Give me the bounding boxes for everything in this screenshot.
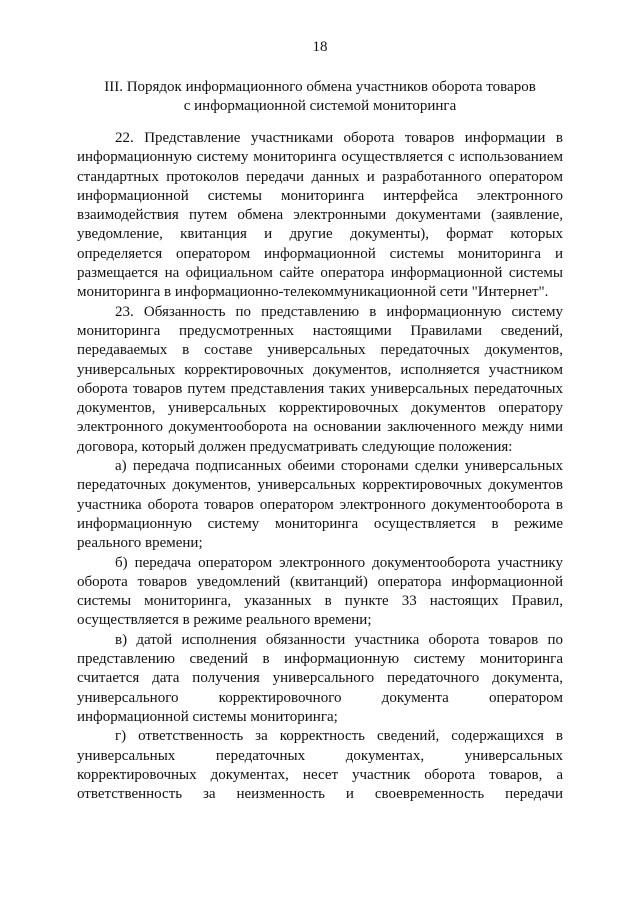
section-title — [77, 78, 563, 116]
paragraph-22: 22. Представление участниками оборота товаров информации в информационную систему мониторинга осуществляется с использованием стандартных протоколов передачи данных и разработанного оператором информационной системы мониторинга интерфейса электронного взаимодействия путем обмена электронными документами (заявление, уведомление, квитанция и другие документы), формат которых определяется оператором информационной системы мониторинга и размещается на официальном сайте оператора информационной системы мониторинга в информационно-телекоммуникационной сети "Интернет". — [77, 130, 563, 301]
paragraph-23: 23. Обязанность по представлению в информационную систему мониторинга предусмотренных настоящими Правилами сведений, передаваемых в составе универсальных передаточных документов, универсальных корректировочных документов, исполняется участником оборота товаров путем представления таких универсальных передаточных документов, универсальных корректировочных документов оператору электронного документооборота на основании заключенного между ними договора, который должен предусматривать следующие положения: — [77, 303, 563, 455]
section-title-line-2: с информационной системой мониторинга — [183, 98, 457, 114]
subparagraph-v: в) датой исполнения обязанности участника оборота товаров по представлению сведений в информационную систему мониторинга считается дата получения универсального передаточного документа, универсального корректировочного документа оператором информационной системы мониторинга; — [77, 631, 563, 725]
subparagraph-g: г) ответственность за корректность сведений, содержащихся в универсальных передаточных документах, универсальных корректировочных документах, несет участник оборота товаров, а ответственность за неизменность и своевременность передачи — [77, 728, 563, 803]
page-number: 18 — [312, 39, 328, 55]
subparagraph-a: а) передача подписанных обеими сторонами сделки универсальных передаточных документов, универсальных корректировочных документов участника оборота товаров оператором электронного документооборота в информационную систему мониторинга осуществляется в режиме реального времени; — [77, 458, 563, 552]
document-body — [77, 129, 563, 804]
section-title-line-1: III. Порядок информационного обмена участников оборота товаров — [104, 79, 536, 95]
subparagraph-b: б) передача оператором электронного документооборота участнику оборота товаров уведомлений (квитанций) оператора информационной системы мониторинга, указанных в пункте 33 настоящих Правил, осуществляется в режиме реального времени; — [77, 554, 563, 629]
